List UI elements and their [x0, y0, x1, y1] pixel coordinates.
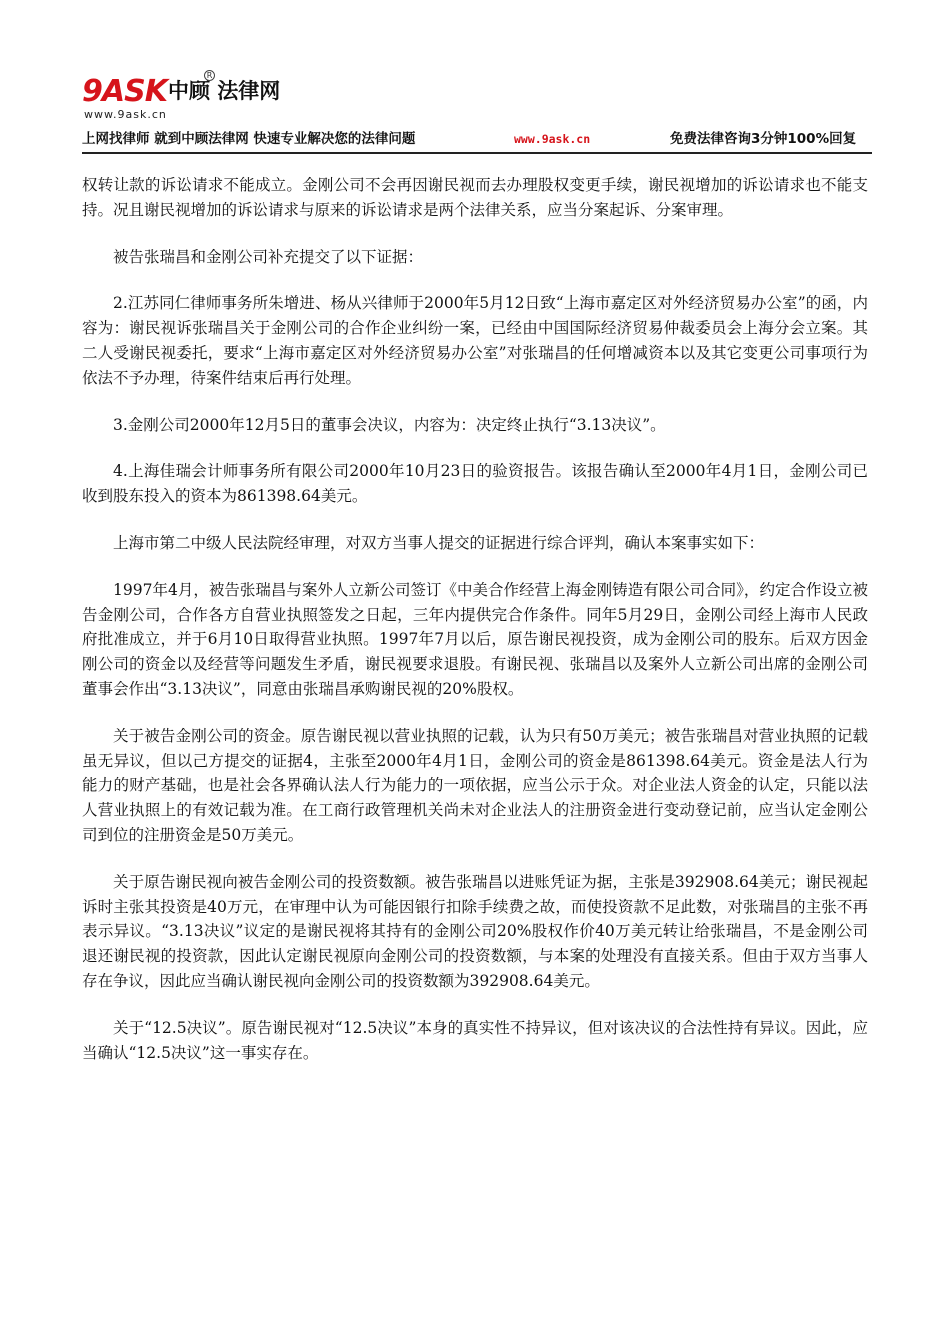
paragraph-2: 被告张瑞昌和金刚公司补充提交了以下证据：	[113, 247, 424, 266]
registered-mark-icon: R	[204, 70, 215, 81]
slogan-left: 上网找律师 就到中顾法律网 快速专业解决您的法律问题	[82, 131, 416, 147]
paragraph-6: 上海市第二中级人民法院经审理，对双方当事人提交的证据进行综合评判，确认本案事实如下：	[113, 533, 765, 552]
paragraph-4: 3.金刚公司2000年12月5日的董事会决议，内容为：决定终止执行“3.13决议”。	[113, 415, 666, 434]
logo-ask: ASK	[101, 74, 167, 109]
logo-chinese-name: 中顾 法律网	[168, 79, 281, 103]
paragraph-7: 1997年4月，被告张瑞昌与案外人立新公司签订《中美合作经营上海金刚铸造有限公司合同》，约定合作设立被告金刚公司，合作各方自营业执照签发之日起，三年内提供完合作条件。同年5月29日，金刚公司经上海市人民政府批准成立，并于6月10日取得营业执照。1997年7月以后，原告谢民视投资，成为金刚公司的股东。后双方因金刚公司的资金以及经营等问题发生矛盾，谢民视要求退股。有谢民视、张瑞昌以及案外人立新公司出席的金刚公司董事会作出“3.13决议”，同意由张瑞昌承购谢民视的20%股权。	[82, 580, 868, 698]
paragraph-1: 权转让款的诉讼请求不能成立。金刚公司不会再因谢民视而去办理股权变更手续，谢民视增加的诉讼请求也不能支持。况且谢民视增加的诉讼请求与原来的诉讼请求是两个法律关系，应当分案起诉、分案审理。	[82, 176, 868, 219]
logo-9ask-mark	[82, 76, 167, 108]
document-body	[82, 173, 868, 1087]
slogan-url-link[interactable]: www.9ask.cn	[514, 132, 591, 146]
paragraph-10: 关于“12.5决议”。原告谢民视对“12.5决议”本身的真实性不持异议，但对该决议的合法性持有异议。因此，应当确认“12.5决议”这一事实存在。	[82, 1018, 868, 1062]
site-logo[interactable]	[82, 71, 422, 124]
slogan-bar	[82, 128, 872, 150]
slogan-right: 免费法律咨询3分钟100%回复	[670, 131, 857, 147]
paragraph-3: 2.江苏同仁律师事务所朱增进、杨从兴律师于2000年5月12日致“上海市嘉定区对外经济贸易办公室”的函，内容为：谢民视诉张瑞昌关于金刚公司的合作企业纠纷一案，已经由中国国际经济贸易仲裁委员会上海分会立案。其二人受谢民视委托，要求“上海市嘉定区对外经济贸易办公室”对张瑞昌的任何增减资本以及其它变更公司事项行为依法不予办理，待案件结束后再行处理。	[82, 294, 868, 387]
paragraph-5: 4.上海佳瑞会计师事务所有限公司2000年10月23日的验资报告。该报告确认至2000年4月1日，金刚公司已收到股东投入的资本为861398.64美元。	[82, 462, 868, 506]
paragraph-9: 关于原告谢民视向被告金刚公司的投资数额。被告张瑞昌以进账凭证为据，主张是392908.64美元；谢民视起诉时主张其投资是40万元，在审理中认为可能因银行扣除手续费之故，而使投资款不足此数，对张瑞昌的主张不再表示异议。“3.13决议”议定的是谢民视将其持有的金刚公司20%股权作价40万美元转让给张瑞昌，不是金刚公司退还谢民视的投资款，因此认定谢民视原向金刚公司的投资数额，与本案的处理没有直接关系。但由于双方当事人存在争议，因此应当确认谢民视向金刚公司的投资数额为392908.64美元。	[82, 872, 868, 990]
header-divider	[82, 152, 872, 154]
logo-nine: 9	[82, 74, 102, 109]
paragraph-8: 关于被告金刚公司的资金。原告谢民视以营业执照的记载，认为只有50万美元；被告张瑞昌对营业执照的记载虽无异议，但以己方提交的证据4，主张至2000年4月1日，金刚公司的资金是861398.64美元。资金是法人行为能力的财产基础，也是社会各界确认法人行为能力的一项依据，应当公示于众。对企业法人资金的认定，只能以法人营业执照上的有效记载为准。在工商行政管理机关尚未对企业法人的注册资金进行变动登记前，应当认定金刚公司到位的注册资金是50万美元。	[82, 726, 868, 844]
page-header	[82, 71, 872, 154]
logo-url: www.9ask.cn	[84, 108, 167, 121]
